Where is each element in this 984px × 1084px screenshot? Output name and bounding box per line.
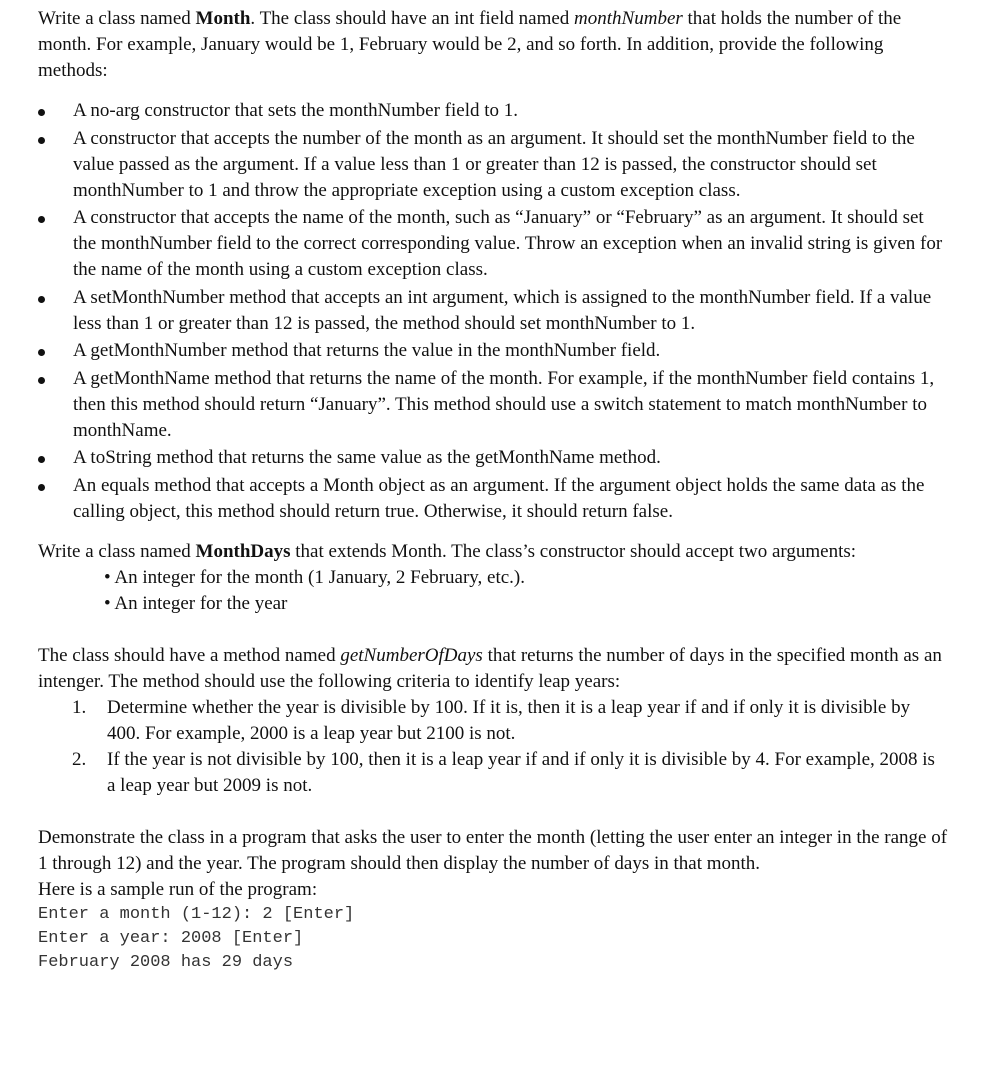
step-text: Determine whether the year is divisible by 100. If it is, then it is a leap year if and if only it is divisible by 400. For example, 2000 is a leap year but 2100 is not. — [107, 696, 911, 744]
monthdays-class-name: MonthDays — [195, 540, 291, 562]
get-number-of-days-method-name: getNumberOfDays — [340, 644, 483, 666]
list-item: • An integer for the year — [104, 592, 288, 614]
sample-run-intro: Here is a sample run of the program: — [38, 878, 318, 900]
list-item: • An integer for the month (1 January, 2 February, etc.). — [104, 566, 526, 588]
sample-line: Enter a year: 2008 [Enter] — [38, 928, 304, 948]
list-item — [72, 747, 948, 799]
sample-line: February 2008 has 29 days — [38, 952, 294, 972]
leap-year-criteria-list — [38, 695, 948, 799]
intro-text-3: that holds the number of the month. For example, January would be 1, February would be 2, and so forth. In addition, provide the following methods: — [38, 8, 902, 81]
list-item — [38, 366, 948, 444]
intro-text-2: . The class should have an int field named — [250, 8, 575, 29]
bullet-icon — [38, 349, 45, 356]
monthdays-paragraph — [38, 539, 948, 565]
constructor-args-list — [38, 565, 948, 617]
list-item — [72, 695, 948, 747]
bullet-icon — [38, 377, 45, 384]
list-item-text: A setMonthNumber method that accepts an int argument, which is assigned to the monthNumber field. If a value less than 1 or greater than 12 is passed, the method should set monthNumber to 1. — [73, 286, 932, 334]
intro-paragraph — [38, 6, 948, 84]
step-text: If the year is not divisible by 100, then it is a leap year if and if only it is divisible by 4. For example, 2008 is a leap year but 2009 is not. — [107, 748, 935, 796]
monthdays-text-1: Write a class named — [38, 540, 196, 562]
bullet-icon — [38, 216, 45, 223]
intro-text-1: Write a class named — [38, 8, 196, 29]
list-item — [38, 338, 948, 364]
month-methods-list — [38, 98, 948, 525]
list-item-text: A toString method that returns the same value as the getMonthName method. — [73, 447, 661, 468]
month-number-field-name: monthNumber — [574, 8, 683, 29]
list-item-text: A constructor that accepts the name of the month, such as “January” or “February” as an argument. It should set the monthNumber field to the correct corresponding value. Throw an exception when an invalid string is given for the name of the month using a custom exception class. — [73, 207, 943, 280]
list-item-text: A getMonthName method that returns the name of the month. For example, if the monthNumber field contains 1, then this method should return “January”. This method should use a switch statement to match monthNumber to monthName. — [73, 367, 935, 441]
step-number: 2. — [72, 748, 87, 770]
list-item-text: A constructor that accepts the number of the month as an argument. It should set the monthNumber field to the value passed as the argument. If a value less than 1 or greater than 12 is passed, the constructor should set monthNumber to 1 and throw the appropriate exception using a custom exception class. — [73, 127, 915, 201]
bullet-icon — [38, 137, 45, 144]
sample-run-output — [38, 903, 948, 975]
bullet-icon — [38, 484, 45, 491]
bullet-icon — [38, 109, 45, 116]
leap-text-2: that returns the number of days in the specified month as an intenger. The method should use the following criteria to identify leap years: — [38, 644, 942, 692]
leap-text-1: The class should have a method named — [38, 644, 341, 666]
list-item — [38, 285, 948, 337]
list-item — [38, 445, 948, 471]
bullet-icon — [38, 296, 45, 303]
month-class-name: Month — [195, 8, 251, 29]
sample-line: Enter a month (1-12): 2 [Enter] — [38, 904, 355, 924]
step-number: 1. — [72, 696, 87, 718]
leap-year-paragraph — [38, 643, 948, 695]
list-item — [38, 126, 948, 204]
list-item-text: A getMonthNumber method that returns the value in the monthNumber field. — [73, 340, 661, 361]
list-item-text: A no-arg constructor that sets the monthNumber field to 1. — [73, 100, 519, 121]
monthdays-text-2: that extends Month. The class’s constructor should accept two arguments: — [290, 540, 857, 562]
list-item-text: An equals method that accepts a Month object as an argument. If the argument object holds the same data as the calling object, this method should return true. Otherwise, it should return false. — [73, 474, 925, 522]
demo-paragraph: Demonstrate the class in a program that asks the user to enter the month (letting the user enter an integer in the range of 1 through 12) and the year. The program should then display the number of days in that month. — [38, 826, 948, 874]
assignment-document — [38, 6, 948, 975]
list-item — [38, 98, 948, 124]
list-item — [38, 473, 948, 525]
list-item — [38, 205, 948, 283]
bullet-icon — [38, 456, 45, 463]
